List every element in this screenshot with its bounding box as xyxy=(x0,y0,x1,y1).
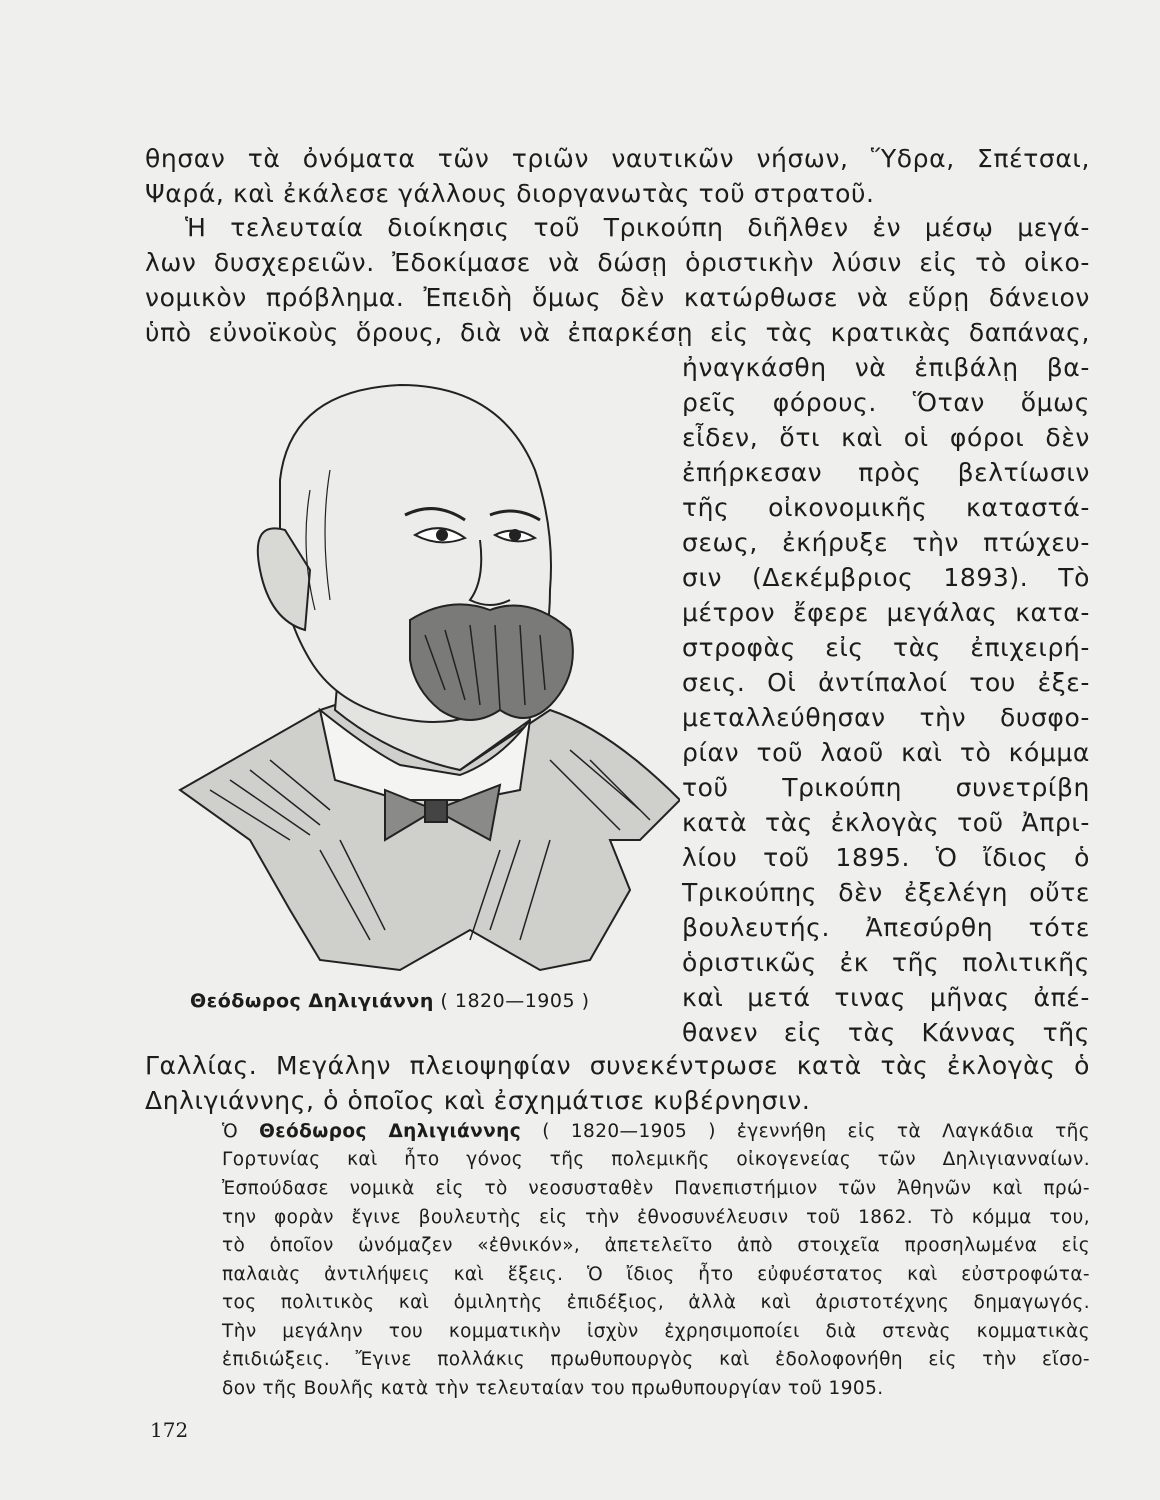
text-line: στροφὰς εἰς τὰς ἐπιχειρή- xyxy=(682,633,1090,662)
footnote-line: ἐπιδιώξεις. Ἔγινε πολλάκις πρωθυπουργὸς καὶ ἐδολοφονήθη εἰς τὴν εἴσο- xyxy=(222,1349,1090,1370)
footnote-rest: ( 1820—1905 ) ἐγεννήθη εἰς τὰ Λαγκάδια τῆς xyxy=(542,1121,1090,1142)
text-line: θανεν εἰς τὰς Κάννας τῆς xyxy=(682,1018,1090,1047)
portrait-caption xyxy=(190,990,590,1012)
text-line: σεως, ἐκήρυξε τὴν πτώχευ- xyxy=(682,528,1090,557)
text-line: ἠναγκάσθη νὰ ἐπιβάλῃ βα- xyxy=(682,353,1090,382)
text-line: Τρικούπης δὲν ἐξελέγη οὔτε xyxy=(682,878,1090,907)
text-line: σεις. Οἱ ἀντίπαλοί του ἐξε- xyxy=(682,668,1090,697)
text-line: σιν (Δεκέμβριος 1893). Τὸ xyxy=(682,563,1090,592)
text-line: μεταλλεύθησαν τὴν δυσφο- xyxy=(682,703,1090,732)
text-line: ρίαν τοῦ λαοῦ καὶ τὸ κόμμα xyxy=(682,738,1090,767)
footnote-line: παλαιὰς ἀντιλήψεις καὶ ἕξεις. Ὁ ἴδιος ἦτο εὐφυέστατος καὶ εὐστροφώτα- xyxy=(222,1264,1090,1285)
text-line: εἶδεν, ὅτι καὶ οἱ φόροι δὲν xyxy=(682,423,1090,452)
text-line: καὶ μετά τινας μῆνας ἀπέ- xyxy=(682,983,1090,1012)
text-line: Γαλλίας. Μεγάλην πλειοψηφίαν συνεκέντρωσε κατὰ τὰς ἐκλογὰς ὁ xyxy=(145,1051,1090,1080)
text-line: θησαν τὰ ὀνόματα τῶν τριῶν ναυτικῶν νήσων, Ὕδρα, Σπέτσαι, xyxy=(145,144,1090,173)
footnote-line: την φορὰν ἔγινε βουλευτὴς εἰς τὴν ἐθνοσυνέλευσιν τοῦ 1862. Τὸ κόμμα του, xyxy=(222,1207,1090,1228)
text-line: Ψαρά, καὶ ἐκάλεσε γάλλους διοργανωτὰς τοῦ στρατοῦ. xyxy=(145,179,875,208)
text-line: ὁριστικῶς ἐκ τῆς πολιτικῆς xyxy=(682,948,1090,977)
footnote-prefix: Ὁ xyxy=(222,1121,239,1142)
footnote-line: δον τῆς Βουλῆς κατὰ τὴν τελευταίαν του πρωθυπουργίαν τοῦ 1905. xyxy=(222,1378,884,1399)
portrait-engraving xyxy=(170,370,680,980)
footnote-line: τος πολιτικὸς καὶ ὁμιλητὴς ἐπιδέξιος, ἀλλὰ καὶ ἀριστοτέχνης δημαγωγός. xyxy=(222,1292,1090,1313)
footnote-line: Τὴν μεγάλην του κομματικὴν ἰσχὺν ἐχρησιμοποίει διὰ στενὰς κομματικὰς xyxy=(222,1321,1090,1342)
text-line: βουλευτής. Ἀπεσύρθη τότε xyxy=(682,913,1090,942)
footnote-name: Θεόδωρος Δηλιγιάννης xyxy=(259,1121,522,1142)
footnote-line xyxy=(222,1118,1090,1147)
text-line: λων δυσχερειῶν. Ἐδοκίμασε νὰ δώσῃ ὁριστικὴν λύσιν εἰς τὸ οἰκο- xyxy=(145,248,1090,277)
page-number: 172 xyxy=(150,1418,189,1442)
footnote-line: Γορτυνίας καὶ ἦτο γόνος τῆς πολεμικῆς οἰκογενείας τῶν Δηλιγιανναίων. xyxy=(222,1149,1090,1170)
text-line: μέτρον ἔφερε μεγάλας κατα- xyxy=(682,598,1090,627)
text-line: νομικὸν πρόβλημα. Ἐπειδὴ ὅμως δὲν κατώρθωσε νὰ εὕρῃ δάνειον xyxy=(145,283,1090,312)
caption-dates: ( 1820—1905 ) xyxy=(440,990,590,1012)
text-line: ρεῖς φόρους. Ὅταν ὅμως xyxy=(682,388,1090,417)
text-line: λίου τοῦ 1895. Ὁ ἴδιος ὁ xyxy=(682,843,1090,872)
text-line: ἐπήρκεσαν πρὸς βελτίωσιν xyxy=(682,458,1090,487)
text-line: τῆς οἰκονομικῆς καταστά- xyxy=(682,493,1090,522)
text-line: Ἡ τελευταία διοίκησις τοῦ Τρικούπη διῆλθεν ἐν μέσῳ μεγά- xyxy=(185,213,1090,242)
footnote-line: τὸ ὁποῖον ὠνόμαζεν «ἐθνικόν», ἀπετελεῖτο ἀπὸ στοιχεῖα προσηλωμένα εἰς xyxy=(222,1235,1090,1256)
text-line: ὑπὸ εὐνοϊκοὺς ὅρους, διὰ νὰ ἐπαρκέσῃ εἰς τὰς κρατικὰς δαπάνας, xyxy=(145,318,1090,347)
footnote-line: Ἐσπούδασε νομικὰ εἰς τὸ νεοσυσταθὲν Πανεπιστήμιον τῶν Ἀθηνῶν καὶ πρώ- xyxy=(222,1178,1090,1199)
caption-name: Θεόδωρος Δηλιγιάννη xyxy=(190,990,434,1012)
text-line: τοῦ Τρικούπη συνετρίβη xyxy=(682,773,1090,802)
text-line: Δηλιγιάννης, ὁ ὁποῖος καὶ ἐσχημάτισε κυβέρνησιν. xyxy=(145,1086,811,1115)
text-line: κατὰ τὰς ἐκλογὰς τοῦ Ἀπρι- xyxy=(682,808,1090,837)
